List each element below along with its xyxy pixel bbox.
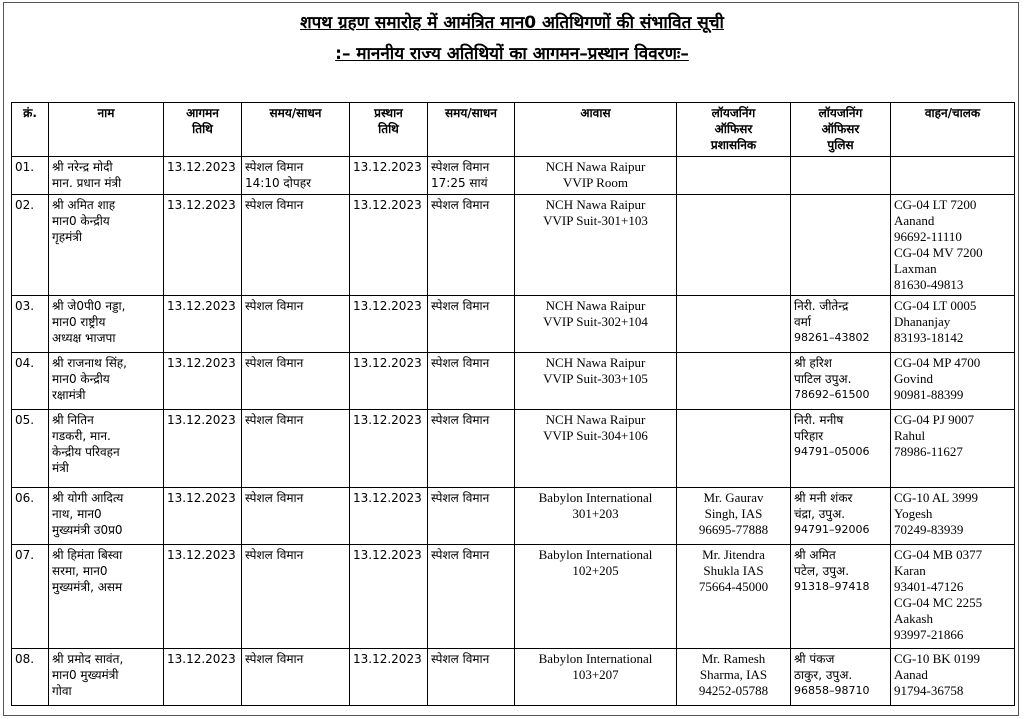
cell-sno: 01. — [12, 157, 49, 195]
cell-departure-date: 13.12.2023 — [350, 195, 428, 296]
cell-stay: NCH Nawa Raipur VVIP Suit-303+105 — [515, 353, 677, 410]
cell-sno: 05. — [12, 410, 49, 488]
table-row — [12, 545, 1015, 649]
cell-arrival-time: स्पेशल विमान — [242, 296, 350, 353]
cell-liaison-admin — [677, 410, 791, 488]
cell-arrival-date: 13.12.2023 — [164, 488, 242, 545]
cell-sno: 08. — [12, 649, 49, 706]
cell-departure-time: स्पेशल विमान — [428, 488, 515, 545]
cell-departure-time: स्पेशल विमान — [428, 195, 515, 296]
cell-arrival-date: 13.12.2023 — [164, 353, 242, 410]
header-arrival-time: समय/साधन — [242, 103, 350, 157]
cell-arrival-date: 13.12.2023 — [164, 649, 242, 706]
cell-liaison-police: श्री हरिश पाटिल उपुअ. 78692–61500 — [791, 353, 891, 410]
cell-liaison-admin: Mr. Ramesh Sharma, IAS 94252-05788 — [677, 649, 791, 706]
cell-stay: NCH Nawa Raipur VVIP Suit-304+106 — [515, 410, 677, 488]
cell-stay: NCH Nawa Raipur VVIP Suit-302+104 — [515, 296, 677, 353]
cell-vehicle: CG-04 PJ 9007 Rahul 78986-11627 — [891, 410, 1015, 488]
cell-stay: Babylon International 301+203 — [515, 488, 677, 545]
cell-arrival-time: स्पेशल विमान — [242, 545, 350, 649]
guest-schedule-table — [11, 102, 1015, 706]
cell-liaison-police: श्री पंकज ठाकुर, उपुअ. 96858–98710 — [791, 649, 891, 706]
cell-sno: 06. — [12, 488, 49, 545]
cell-liaison-admin — [677, 296, 791, 353]
cell-liaison-police: श्री अमित पटेल, उपुअ. 91318–97418 — [791, 545, 891, 649]
cell-sno: 04. — [12, 353, 49, 410]
cell-stay: NCH Nawa Raipur VVIP Room — [515, 157, 677, 195]
cell-departure-time: स्पेशल विमान — [428, 353, 515, 410]
cell-liaison-police: निरी. जीतेन्द्र वर्मा 98261–43802 — [791, 296, 891, 353]
cell-vehicle: CG-04 MP 4700 Govind 90981-88399 — [891, 353, 1015, 410]
table-row — [12, 649, 1015, 706]
cell-vehicle: CG-10 AL 3999 Yogesh 70249-83939 — [891, 488, 1015, 545]
cell-name: श्री हिमंता बिस्वा सरमा, मान0 मुख्यमंत्री, असम — [49, 545, 164, 649]
cell-name: श्री नरेन्द्र मोदी मान. प्रधान मंत्री — [49, 157, 164, 195]
table-row — [12, 195, 1015, 296]
cell-arrival-date: 13.12.2023 — [164, 545, 242, 649]
cell-vehicle: CG-10 BK 0199 Aanad 91794-36758 — [891, 649, 1015, 706]
cell-departure-time: स्पेशल विमान 17:25 सायं — [428, 157, 515, 195]
cell-stay: NCH Nawa Raipur VVIP Suit-301+103 — [515, 195, 677, 296]
cell-name: श्री नितिन गडकरी, मान. केन्द्रीय परिवहन मंत्री — [49, 410, 164, 488]
table-row — [12, 157, 1015, 195]
header-liaison-police: लॉयजनिंग ऑफिसर पुलिस — [791, 103, 891, 157]
cell-liaison-admin: Mr. Jitendra Shukla IAS 75664-45000 — [677, 545, 791, 649]
cell-departure-date: 13.12.2023 — [350, 545, 428, 649]
cell-name: श्री अमित शाह मान0 केन्द्रीय गृहमंत्री — [49, 195, 164, 296]
cell-vehicle — [891, 157, 1015, 195]
table-row — [12, 488, 1015, 545]
cell-liaison-police: श्री मनी शंकर चंद्रा, उपुअ. 94791–92006 — [791, 488, 891, 545]
cell-departure-date: 13.12.2023 — [350, 157, 428, 195]
cell-liaison-admin — [677, 157, 791, 195]
table-header-row — [12, 103, 1015, 157]
cell-liaison-admin — [677, 353, 791, 410]
cell-stay: Babylon International 103+207 — [515, 649, 677, 706]
cell-sno: 07. — [12, 545, 49, 649]
cell-name: श्री प्रमोद सावंत, मान0 मुख्यमंत्री गोवा — [49, 649, 164, 706]
cell-departure-date: 13.12.2023 — [350, 296, 428, 353]
cell-arrival-date: 13.12.2023 — [164, 195, 242, 296]
header-sno: क्रं. — [12, 103, 49, 157]
table-row — [12, 296, 1015, 353]
cell-departure-date: 13.12.2023 — [350, 410, 428, 488]
cell-arrival-date: 13.12.2023 — [164, 410, 242, 488]
cell-arrival-time: स्पेशल विमान 14:10 दोपहर — [242, 157, 350, 195]
cell-arrival-date: 13.12.2023 — [164, 296, 242, 353]
cell-arrival-time: स्पेशल विमान — [242, 649, 350, 706]
header-name: नाम — [49, 103, 164, 157]
cell-arrival-time: स्पेशल विमान — [242, 410, 350, 488]
header-departure-date: प्रस्थान तिथि — [350, 103, 428, 157]
cell-vehicle: CG-04 LT 7200 Aanand 96692-11110 CG-04 MV 7200 Laxman 81630-49813 — [891, 195, 1015, 296]
cell-arrival-time: स्पेशल विमान — [242, 195, 350, 296]
cell-sno: 03. — [12, 296, 49, 353]
page-title: शपथ ग्रहण समारोह में आमंत्रित मान0 अतिथिगणों की संभावित सूची — [300, 13, 724, 33]
cell-liaison-police — [791, 157, 891, 195]
cell-arrival-time: स्पेशल विमान — [242, 488, 350, 545]
cell-sno: 02. — [12, 195, 49, 296]
cell-departure-time: स्पेशल विमान — [428, 545, 515, 649]
header-vehicle: वाहन/चालक — [891, 103, 1015, 157]
cell-name: श्री योगी आदित्य नाथ, मान0 मुख्यमंत्री उ0प्र0 — [49, 488, 164, 545]
cell-liaison-admin: Mr. Gaurav Singh, IAS 96695-77888 — [677, 488, 791, 545]
cell-name: श्री राजनाथ सिंह, मान0 केन्द्रीय रक्षामंत्री — [49, 353, 164, 410]
header-arrival-date: आगमन तिथि — [164, 103, 242, 157]
page-subtitle: :– माननीय राज्य अतिथियों का आगमन–प्रस्थान विवरणः– — [335, 44, 689, 64]
cell-departure-date: 13.12.2023 — [350, 353, 428, 410]
table-row — [12, 353, 1015, 410]
cell-liaison-admin — [677, 195, 791, 296]
cell-departure-time: स्पेशल विमान — [428, 649, 515, 706]
header-departure-time: समय/साधन — [428, 103, 515, 157]
cell-liaison-police — [791, 195, 891, 296]
cell-arrival-time: स्पेशल विमान — [242, 353, 350, 410]
cell-vehicle: CG-04 LT 0005 Dhananjay 83193-18142 — [891, 296, 1015, 353]
cell-stay: Babylon International 102+205 — [515, 545, 677, 649]
table-row — [12, 410, 1015, 488]
cell-vehicle: CG-04 MB 0377 Karan 93401-47126 CG-04 MC 2255 Aakash 93997-21866 — [891, 545, 1015, 649]
cell-name: श्री जे0पी0 नड्डा, मान0 राष्ट्रीय अध्यक्ष भाजपा — [49, 296, 164, 353]
header-stay: आवास — [515, 103, 677, 157]
cell-departure-time: स्पेशल विमान — [428, 296, 515, 353]
cell-departure-date: 13.12.2023 — [350, 649, 428, 706]
cell-departure-time: स्पेशल विमान — [428, 410, 515, 488]
cell-arrival-date: 13.12.2023 — [164, 157, 242, 195]
cell-liaison-police: निरी. मनीष परिहार 94791–05006 — [791, 410, 891, 488]
header-liaison-admin: लॉयजनिंग ऑफिसर प्रशासनिक — [677, 103, 791, 157]
cell-departure-date: 13.12.2023 — [350, 488, 428, 545]
